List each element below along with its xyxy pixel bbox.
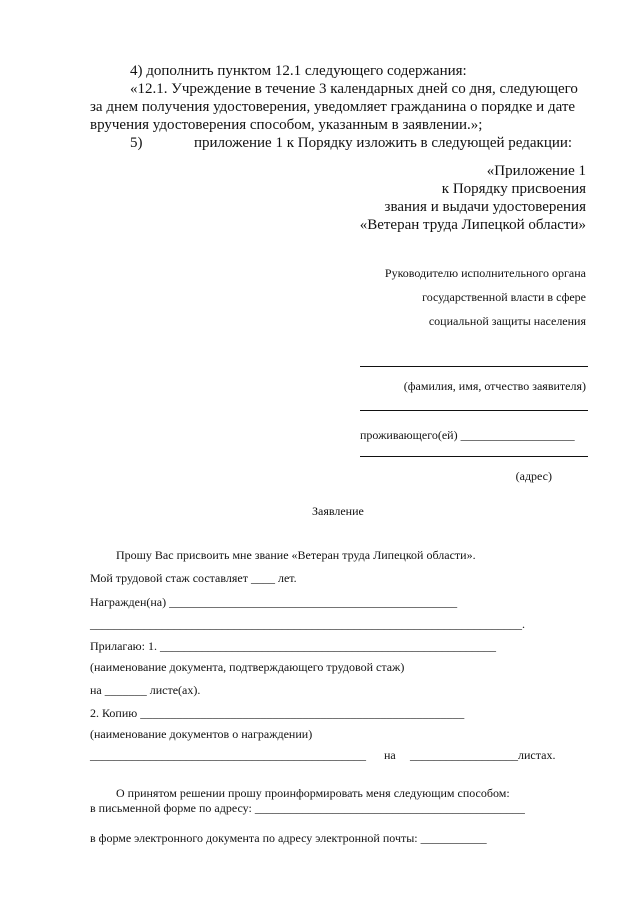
copy-blank: ______________________________________________ xyxy=(90,748,366,762)
attachment-1-caption: (наименование документа, подтверждающего трудовой стаж) xyxy=(90,660,405,674)
attachment-1-line: Прилагаю: 1. ________________________________________________________ xyxy=(90,639,496,653)
address-blank-line xyxy=(360,456,588,457)
quote-line-2: за днем получения удостоверения, уведомляет гражданина о порядке и дате xyxy=(90,99,576,115)
amendment-item-5-number: 5) xyxy=(130,135,143,151)
fio-caption: (фамилия, имя, отчество заявителя) xyxy=(403,379,586,393)
inform-line: О принятом решении прошу проинформировать меня следующим способом: xyxy=(116,786,510,800)
request-text: Прошу Вас присвоить мне звание «Ветеран труда Липецкой области». xyxy=(116,548,476,562)
electronic-form-line: в форме электронного документа по адресу электронной почты: ___________ xyxy=(90,831,487,845)
copy-line: 2. Копию ______________________________________________________ xyxy=(90,706,465,720)
written-form-line: в письменной форме по адресу: _____________________________________________ xyxy=(90,801,525,815)
experience-line: Мой трудовой стаж составляет ____ лет. xyxy=(90,571,297,585)
addressee-line-2: государственной власти в сфере xyxy=(422,290,586,304)
appendix-line-1: «Приложение 1 xyxy=(486,163,586,179)
copy-na-label: на xyxy=(384,748,396,762)
fio-blank-line xyxy=(360,366,588,367)
awarded-continuation-line: ________________________________________________________________________. xyxy=(90,617,525,631)
amendment-item-4: 4) дополнить пунктом 12.1 следующего содержания: xyxy=(130,63,467,79)
appendix-line-4: «Ветеран труда Липецкой области» xyxy=(359,217,586,233)
fio-blank-line-2 xyxy=(360,410,588,411)
form-title: Заявление xyxy=(312,504,364,518)
addressee-line-3: социальной защиты населения xyxy=(428,314,586,328)
copy-caption: (наименование документов о награждении) xyxy=(90,727,313,741)
attachment-1-sheets: на _______ листе(ах). xyxy=(90,683,201,697)
amendment-item-5-text: приложение 1 к Порядку изложить в следующей редакции: xyxy=(194,135,573,151)
appendix-line-3: звания и выдачи удостоверения xyxy=(384,199,586,215)
residing-line: проживающего(ей) ___________________ xyxy=(360,428,575,442)
address-caption: (адрес) xyxy=(515,469,552,483)
copy-sheets: __________________листах. xyxy=(410,748,556,762)
appendix-line-2: к Порядку присвоения xyxy=(441,181,586,197)
quote-line-3: вручения удостоверения способом, указанным в заявлении.»; xyxy=(90,117,483,133)
awarded-line: Награжден(на) ________________________________________________ xyxy=(90,595,458,609)
addressee-line-1: Руководителю исполнительного органа xyxy=(384,266,586,280)
quote-line-1: «12.1. Учреждение в течение 3 календарных дней со дня, следующего xyxy=(130,81,578,97)
